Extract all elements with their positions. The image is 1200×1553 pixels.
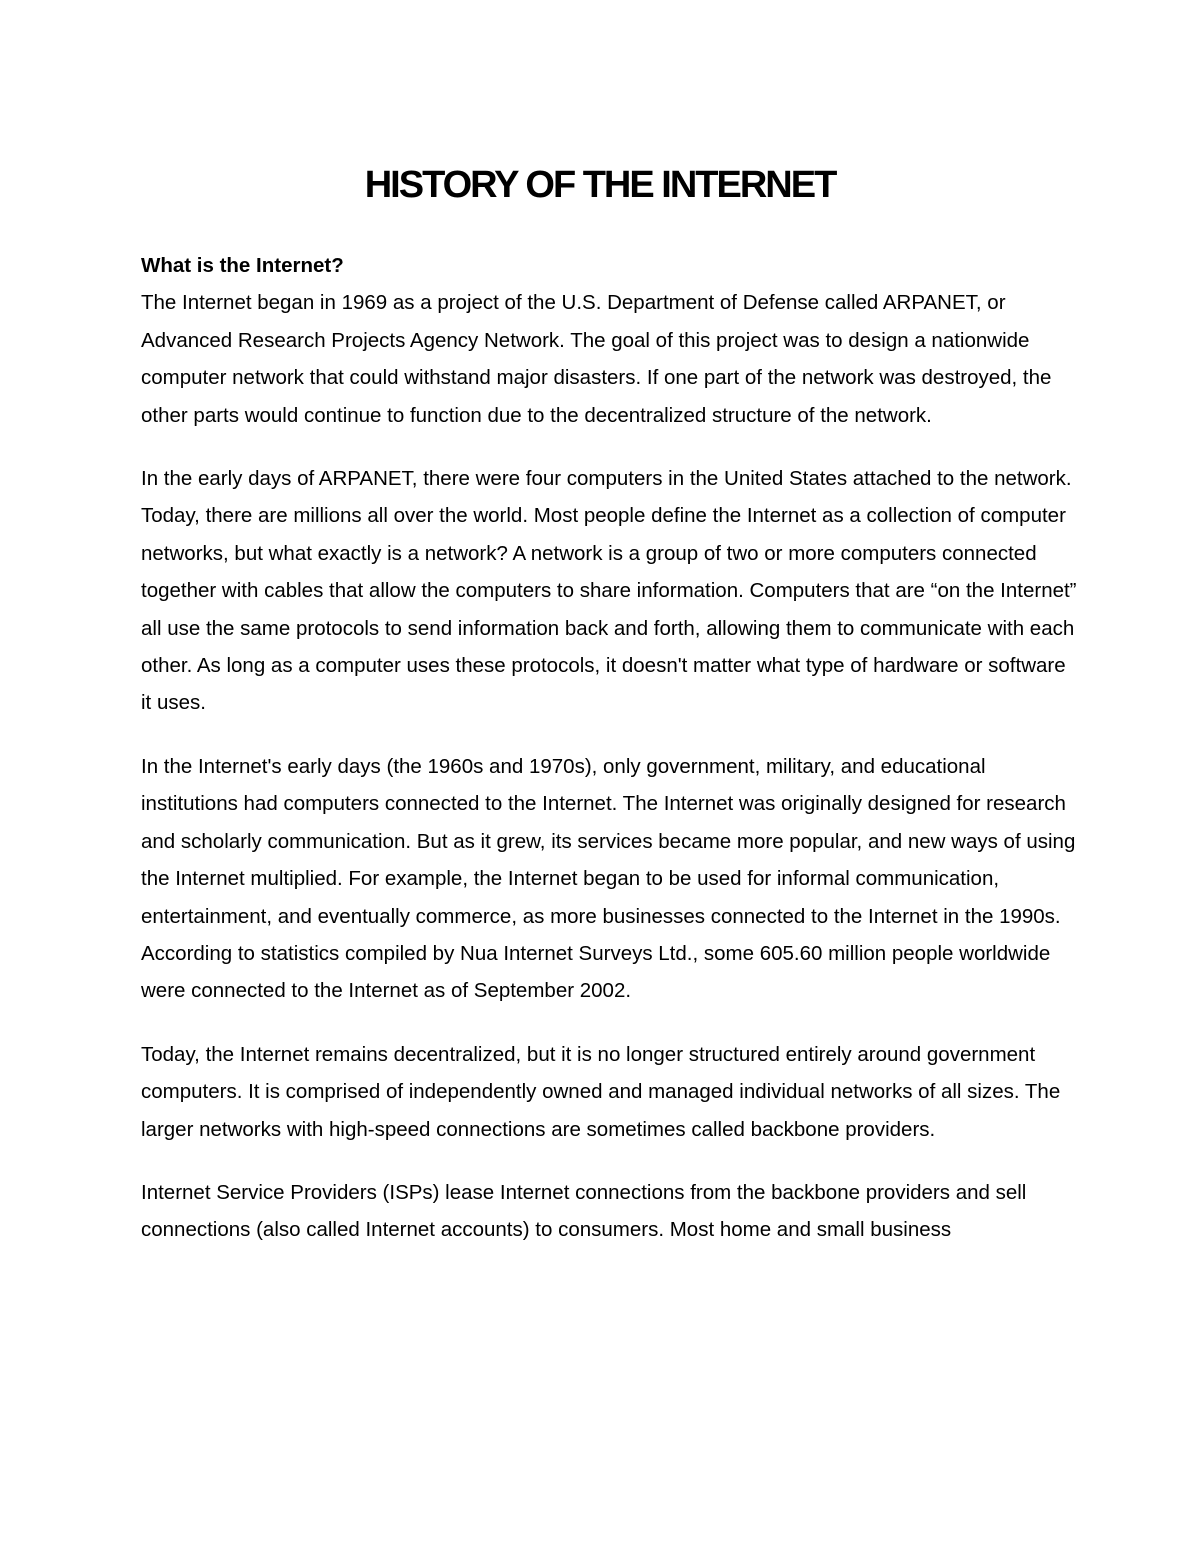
paragraph-early-days: In the Internet's early days (the 1960s and 1970s), only government, military, and educational institutions had computers connected to the Internet. The Internet was originally designed for research and scholarly communication. But as it grew, its services became more popular, and new ways of using the Internet multiplied. For example, the Internet began to be used for informal communication, entertainment, and eventually commerce, as more businesses connected to the Internet in the 1990s. According to statistics compiled by Nua Internet Surveys Ltd., some 605.60 million people worldwide were connected to the Internet as of September 2002. xyxy=(141,754,1076,1003)
paragraph-arpanet-origin: The Internet began in 1969 as a project of the U.S. Department of Defense called ARPANET, or Advanced Research Projects Agency Network. The goal of this project was to design a nationwide computer network that could withstand major disasters. If one part of the network was destroyed, the other parts would continue to function due to the decentralized structure of the network. xyxy=(141,291,1052,427)
paragraph-isps: Internet Service Providers (ISPs) lease Internet connections from the backbone providers and sell connections (also called Internet accounts) to consumers. Most home and small business xyxy=(141,1180,1027,1242)
document-body xyxy=(141,247,1081,1275)
paragraph-early-arpanet: In the early days of ARPANET, there were four computers in the United States attached to the network. Today, there are millions all over the world. Most people define the Internet as a collection of computer networks, but what exactly is a network? A network is a group of two or more computers connected together with cables that allow the computers to share information. Computers that are “on the Internet” all use the same protocols to send information back and forth, allowing them to communicate with each other. As long as a computer uses these protocols, it doesn't matter what type of hardware or software it uses. xyxy=(141,467,1077,715)
paragraph-decentralized-today: Today, the Internet remains decentralized, but it is no longer structured entirely around government computers. It is comprised of independently owned and managed individual networks of all sizes. The larger networks with high-speed connections are sometimes called backbone providers. xyxy=(141,1042,1061,1141)
document-title: HISTORY OF THE INTERNET xyxy=(364,164,836,206)
section-heading: What is the Internet? xyxy=(141,254,344,277)
